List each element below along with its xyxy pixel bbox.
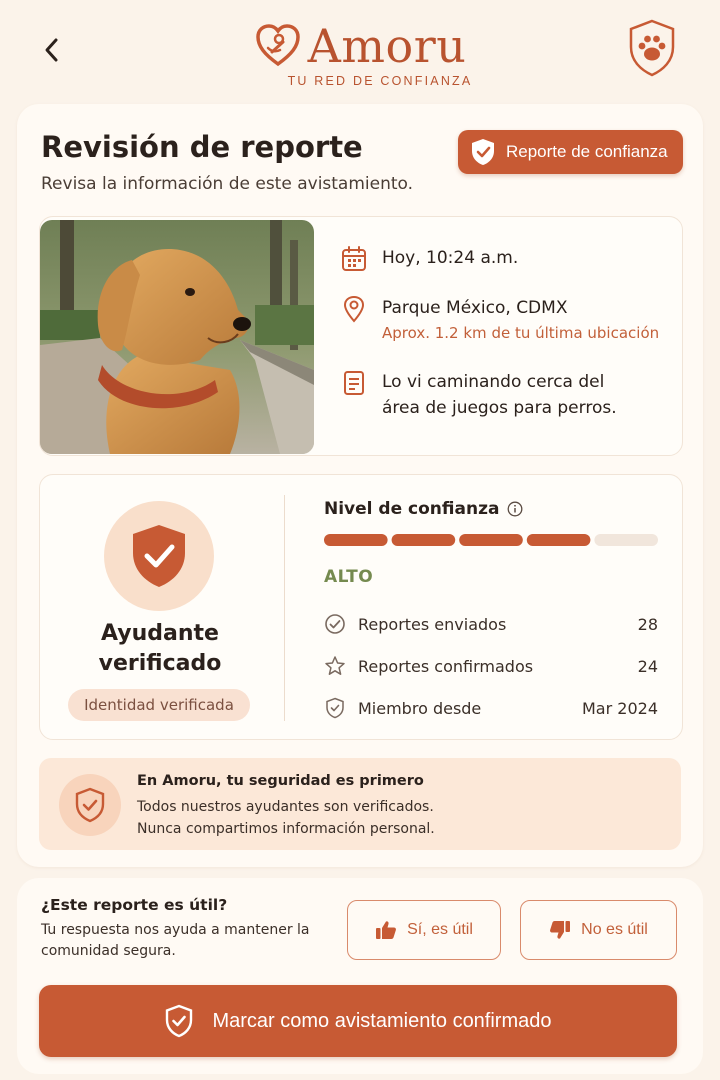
location-pin-icon: [340, 295, 368, 323]
star-icon: [324, 655, 346, 677]
app-header: [0, 0, 720, 100]
stat-row-reports-sent: [324, 611, 658, 637]
sighting-date: Hoy, 10:24 a.m.: [382, 248, 519, 268]
trust-level-value: ALTO: [324, 567, 374, 587]
stat-value: Mar 2024: [582, 698, 658, 718]
identity-verified-pill: Identidad verificada: [68, 689, 250, 721]
level-segment-empty: [594, 534, 658, 546]
dog-photo[interactable]: [40, 220, 314, 454]
sighting-note-row: [340, 369, 640, 421]
helper-trust-card: [39, 474, 683, 740]
sighting-note: Lo vi caminando cerca del área de juegos para perros.: [382, 372, 617, 418]
stat-label: Reportes enviados: [358, 614, 507, 634]
level-segment-filled: [392, 534, 456, 546]
verified-shield-icon: [129, 523, 189, 589]
stat-row-member-since: [324, 695, 658, 721]
brand-logo: [0, 18, 720, 88]
profile-paw-button[interactable]: [626, 18, 678, 78]
security-emblem: [59, 774, 121, 836]
info-icon[interactable]: [507, 501, 523, 517]
brand-tagline: TU RED DE CONFIANZA: [287, 74, 473, 88]
thumbs-down-icon: [549, 920, 571, 940]
helpful-no-button[interactable]: [520, 900, 677, 960]
trusted-report-label: Reporte de confianza: [506, 142, 668, 161]
security-text: [137, 796, 657, 840]
shield-check-outline-icon: [164, 1004, 194, 1038]
page-title: Revisión de reporte: [41, 130, 363, 164]
page-subtitle: Revisa la información de este avistamiento.: [41, 174, 414, 194]
shield-check-icon: [74, 787, 106, 823]
stat-label: Miembro desde: [358, 698, 482, 718]
stat-row-reports-confirmed: [324, 653, 658, 679]
thumbs-up-icon: [375, 920, 397, 940]
shield-check-icon: [470, 138, 496, 166]
helpful-yes-button[interactable]: [347, 900, 501, 960]
stat-value: 28: [637, 614, 658, 634]
vertical-divider: [284, 495, 285, 721]
trusted-report-badge: [458, 130, 683, 174]
feedback-help-text: Tu respuesta nos ayuda a mantener la comunidad segura.: [41, 922, 310, 959]
sighting-date-row: [340, 245, 518, 273]
stat-value: 24: [637, 656, 658, 676]
paw-shield-icon: [626, 18, 678, 78]
sighting-info-card: [39, 216, 683, 456]
level-segment-filled: [324, 534, 388, 546]
security-title: En Amoru, tu seguridad es primero: [137, 773, 424, 789]
trust-level-bar: [324, 533, 658, 547]
sighting-distance: Aprox. 1.2 km de tu última ubicación: [382, 324, 660, 342]
level-segment-filled: [459, 534, 523, 546]
confirm-sighting-label: Marcar como avistamiento confirmado: [212, 1009, 552, 1032]
brand-name: Amoru: [307, 19, 467, 73]
feedback-card: [17, 878, 703, 1074]
verified-helper-emblem: [104, 501, 214, 611]
check-circle-icon: [324, 613, 346, 635]
document-icon: [340, 369, 368, 397]
calendar-icon: [340, 245, 368, 273]
security-line: Nunca compartimos información personal.: [137, 821, 435, 837]
dog-image: [40, 220, 314, 454]
trust-level-heading: [324, 499, 523, 519]
helpful-yes-label: Sí, es útil: [407, 921, 473, 938]
helpful-no-label: No es útil: [581, 921, 648, 938]
report-review-card: [17, 104, 703, 867]
confirm-sighting-button[interactable]: [39, 985, 677, 1057]
shield-check-outline-icon: [324, 697, 346, 719]
heart-logo-icon: [254, 22, 302, 70]
stat-label: Reportes confirmados: [358, 656, 534, 676]
sighting-location: Parque México, CDMX: [382, 298, 568, 318]
trust-level-label: Nivel de confianza: [324, 499, 500, 519]
sighting-location-row: [340, 295, 659, 345]
feedback-question: ¿Este reporte es útil?: [41, 896, 228, 914]
security-line: Todos nuestros ayudantes son verificados.: [137, 799, 434, 815]
helper-title: Ayudante verificado: [98, 621, 222, 676]
security-notice: [39, 758, 681, 850]
level-segment-filled: [527, 534, 591, 546]
